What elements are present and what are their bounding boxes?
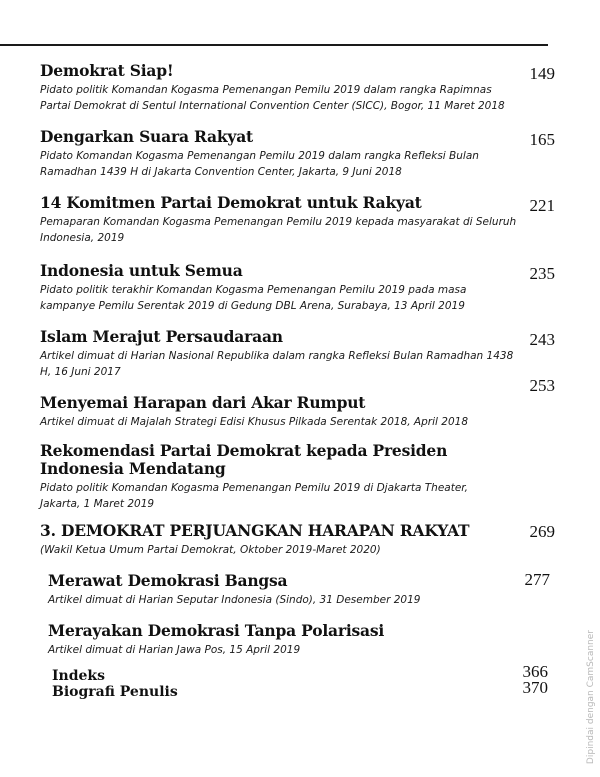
toc-entry[interactable] <box>40 62 520 114</box>
section-title: 3. DEMOKRAT PERJUANGKAN HARAPAN RAKYAT <box>40 521 470 540</box>
page-number: 243 <box>529 330 555 349</box>
page-number: 277 <box>524 570 550 589</box>
entry-title: Rekomendasi Partai Demokrat kepada Presiden Indonesia Mendatang <box>40 441 448 478</box>
page-number: 370 <box>522 678 548 697</box>
entry-title: Merayakan Demokrasi Tanpa Polarisasi <box>48 621 385 640</box>
index-entry[interactable]: Indeks <box>52 668 106 684</box>
entry-title: 14 Komitmen Partai Demokrat untuk Rakyat <box>40 193 422 212</box>
toc-entry[interactable] <box>40 442 510 512</box>
toc-entry[interactable] <box>40 262 520 314</box>
biography-entry[interactable]: Biografi Penulis <box>52 684 178 700</box>
toc-entry[interactable] <box>40 522 520 558</box>
toc-entry[interactable] <box>40 394 520 430</box>
toc-entry[interactable] <box>48 572 528 608</box>
toc-entry[interactable] <box>48 622 528 658</box>
entry-title: Dengarkan Suara Rakyat <box>40 127 254 146</box>
entry-description: Pidato politik Komandan Kogasma Pemenangan Pemilu 2019 di Djakarta Theater, Jakarta, 1 Maret 2019 <box>40 482 468 510</box>
toc-entry[interactable] <box>40 128 520 180</box>
scanner-watermark: Dipindai dengan CamScanner <box>586 630 596 765</box>
page-number: 253 <box>529 376 555 395</box>
page-number: 269 <box>529 522 555 541</box>
entry-title: Demokrat Siap! <box>40 61 174 80</box>
top-rule <box>0 44 548 46</box>
entry-title: Merawat Demokrasi Bangsa <box>48 571 288 590</box>
entry-description: (Wakil Ketua Umum Partai Demokrat, Oktober 2019-Maret 2020) <box>40 544 381 556</box>
entry-description: Pemaparan Komandan Kogasma Pemenangan Pemilu 2019 kepada masyarakat di Seluruh Indonesia, 2019 <box>40 216 517 244</box>
entry-description: Artikel dimuat di Harian Nasional Republika dalam rangka Refleksi Bulan Ramadhan 1438 H, 16 Juni 2017 <box>40 350 514 378</box>
entry-title: Indonesia untuk Semua <box>40 261 243 280</box>
page-number: 149 <box>529 64 555 83</box>
entry-title: Islam Merajut Persaudaraan <box>40 327 283 346</box>
entry-description: Pidato politik Komandan Kogasma Pemenangan Pemilu 2019 dalam rangka Rapimnas Partai Demokrat di Sentul International Convention Center (SICC), Bogor, 11 Maret 2018 <box>40 84 505 112</box>
page-number: 235 <box>529 264 555 283</box>
entry-title: Menyemai Harapan dari Akar Rumput <box>40 393 366 412</box>
entry-description: Artikel dimuat di Harian Jawa Pos, 15 April 2019 <box>48 644 301 656</box>
entry-description: Artikel dimuat di Harian Seputar Indonesia (Sindo), 31 Desember 2019 <box>48 594 421 606</box>
page-number: 221 <box>529 196 555 215</box>
entry-description: Pidato politik terakhir Komandan Kogasma Pemenangan Pemilu 2019 pada masa kampanye Pemilu Serentak 2019 di Gedung DBL Arena, Surabaya, 13 April 2019 <box>40 284 467 312</box>
page-number: 366 <box>522 662 548 681</box>
toc-entry[interactable] <box>40 194 520 246</box>
toc-entry[interactable] <box>40 328 520 380</box>
entry-description: Pidato Komandan Kogasma Pemenangan Pemilu 2019 dalam rangka Refleksi Bulan Ramadhan 1439 H di Jakarta Convention Center, Jakarta, 9 Juni 2018 <box>40 150 479 178</box>
entry-description: Artikel dimuat di Majalah Strategi Edisi Khusus Pilkada Serentak 2018, April 2018 <box>40 416 468 428</box>
page-number: 165 <box>529 130 555 149</box>
